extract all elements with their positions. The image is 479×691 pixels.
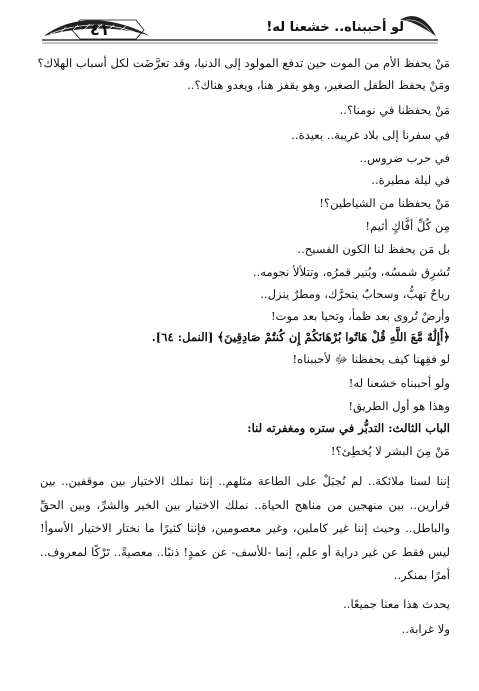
text-line: مَنْ يحفظنا من الشياطين؟! (319, 196, 450, 210)
text-line: في حرب ضروس.. (359, 151, 450, 165)
page-header (40, 6, 440, 48)
text-line: وأرضٌ تُروى بعد ظمأ، وتحيا بعد موت! (271, 309, 450, 323)
text-line: رياحٌ تهبُّ، وسحابٌ يتحرَّك، ومطرٌ ينزل.. (260, 287, 450, 301)
page-number: ٤١ (90, 20, 110, 39)
text-line: مِن كُلِّ أفَّاكٍ أثيم! (365, 219, 450, 233)
text-line: ولا غرابة.. (401, 622, 450, 636)
paragraph-line: قرارين.. بين منهجين من مناهج الحياة.. نملك الاختيار بين الخير والشرِّ، وبين الحقِّ (40, 498, 450, 512)
text-line: وهذا هو أول الطريق! (348, 399, 450, 413)
running-title: لو أحببناه.. خشعنا له! (266, 20, 404, 35)
text-line: في ليلة مطيرة.. (371, 173, 450, 187)
paragraph-line: إننا لسنا ملائكة.. لم نُجبَلْ على الطاعة مثلهم.. إننا نملك الاختيار بين موقفين.. بين (40, 474, 450, 488)
text-line: ومَنْ يحفظ الطفل الصغير، وهو يقفز هنا، ويعدو هناك؟.. (187, 78, 450, 92)
paragraph-line: ليس فقط عن غير دراية أو علم، إنما -للأسف- عن عمدٍ! ذنبًا.. معصيةً.. تَرْكًا لمعروف.. (40, 545, 450, 559)
text-line: مَنْ مِنَ البشر لا يُخطِئ؟! (330, 444, 450, 458)
quran-verse: ﴿أَإِلَٰهٌ مَّعَ اللَّهِ قُلْ هَاتُوا بُرْهَانَكُمْ إِن كُنتُمْ صَادِقِينَ﴾ [النمل: ٦٤]. (151, 330, 450, 344)
text-line: بل مَن يحفظ لنا الكون الفسيح.. (297, 242, 450, 256)
section-heading: الباب الثالث: التدبُّر في ستره ومغفرته لنا: (247, 421, 450, 435)
paragraph-line: أمرًا بمنكر.. (393, 568, 450, 582)
text-line: ولو أحببناه خشعنا له! (348, 376, 450, 390)
text-line: مَنْ يحفظنا في نومنا؟.. (339, 103, 450, 117)
text-line: في سفرنا إلى بلاد غريبة.. بعيدة.. (291, 128, 450, 142)
text-line: لو فقِهنا كيف يحفظنا ﷻ لأحببناه! (292, 352, 450, 366)
text-line: يحدث هذا معنا جميعًا.. (343, 597, 450, 611)
text-line: مَنْ يحفظ الأم من الموت حين تدفع المولود إلى الدنيا، وقد تعرَّضَت لكل أسباب الهلاك؟ (37, 56, 450, 70)
paragraph-line: والباطل.. وحيث إننا غير كاملين، وغير معصومين، فإننا كثيرًا ما نختار الاختيار الأسوأ! (40, 521, 450, 535)
text-line: تُشرِق شمسُه، ويُنير قمرُه، وتتلألأ نجومه.. (252, 265, 450, 279)
